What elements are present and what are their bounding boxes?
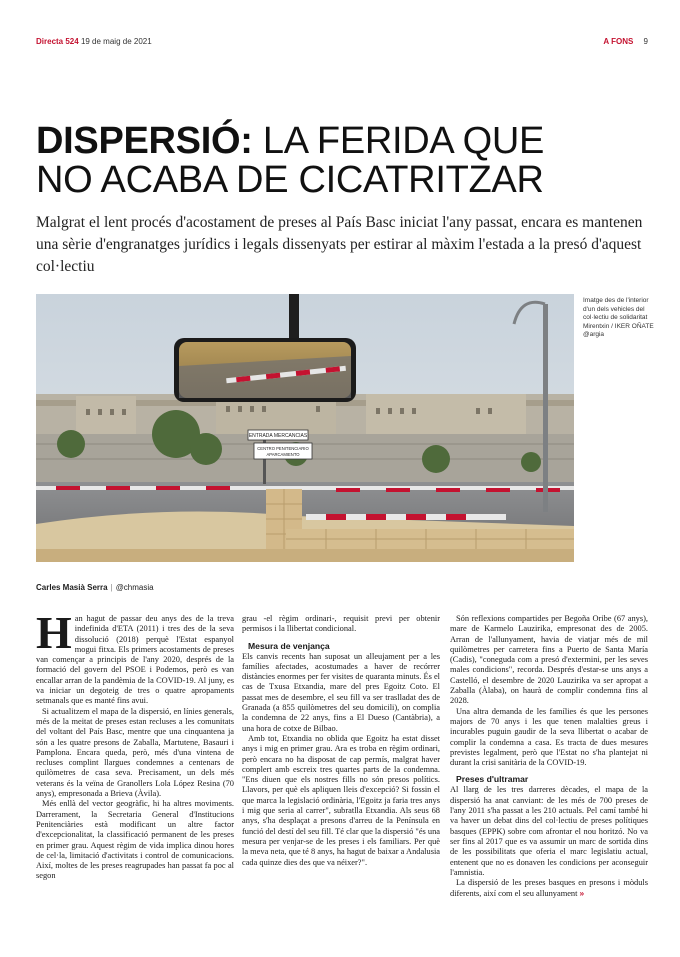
column-1 [36, 607, 234, 882]
title-line2: NO ACABA DE CICATRITZAR [36, 159, 544, 201]
byline [36, 583, 154, 592]
author-name: Carles Masià Serra [36, 583, 108, 592]
page-number: 9 [643, 37, 648, 46]
paragraph-5: Els canvis recents han suposat un alleujament per a les famílies afectades, acostumades a haver de recórrer distàncies enormes per fer visites de quaranta minuts. És el cas de Txusa Etxandia, mare del pres Egoitz Coto. El passat mes de desembre, el seu fill va ser traslladat des de Granada (a 855 quilòmetres del seu domicili), on complia la condemna de 22 anys, fins a El Dueso (Cantàbria), a una hora de cotxe de Bilbao. [242, 651, 440, 733]
subhead-ultramar: Preses d'ultramar [456, 774, 529, 785]
paragraph-6: Amb tot, Etxandia no oblida que Egoitz ha estat disset anys i mig en primer grau. Ara es troba en règim ordinari, però encara no ha disposat de cap permís, malgrat haver complert amb escreix tres quartes parts de la condemna. "Ens diuen que els nostres fills no són presos polítics. Llavors, per què els apliquen lleis d'excepció? Si fossin el que marca la legislació ordinària, l'Egoitz ja faria tres anys i mig que seria al carrer", subratlla Etxandia. Als seus 68 anys, s'ha desplaçat a presons d'arreu de la Península en funció del destí del seu fill. Té clar que la dispersió "és una mesura per venjar-se de les preses i els familiars. Per què la meva neta, que té 8 anys, ha hagut de baixar a Andalusia cada quinze dies des que va néixer?". [242, 733, 440, 867]
photo-caption: Imatge des de l'interior d'un dels vehicles del col·lectiu de solidaritat Mirentxin / IKER OÑATE @argia [583, 297, 654, 338]
author-handle: @chmasia [115, 583, 154, 592]
paragraph-2: Si actualitzem el mapa de la dispersió, en línies generals, més de la meitat de preses estan recluses a les comunitats del voltant del País Basc, mentre que una cinquantena ja són a les quatre presons de Zaballa, Martutene, Basauri i Pamplona. Encara queda, però, més d'una vintena de recluses complint llargues condemnes a centenars de quilòmetres de casa seva. Precisament, un dels més veterans és la veïna de Granollers Lola López Resina (70 anys), empresonada a Brieva (Àvila). [36, 706, 234, 799]
paragraph-10 [450, 878, 648, 900]
paragraph-4: grau -el règim ordinari-, requisit previ per obtenir permisos i la llibertat condicional. [242, 614, 440, 634]
photo-sign-aparcamiento: APARCAMIENTO [266, 452, 300, 457]
title-rest: LA FERIDA QUE [252, 120, 545, 162]
paragraph-1-text: an hagut de passar deu anys des de la treva indefinida d'ETA (2011) i tres des de la seva dissolució (2018) perquè l'Estat espanyol mogui fitxa. Els primers acostaments de preses van començar a principis de l'any 2020, després de la formació del govern del PSOE i Podemos, però es van encallar arran de la pandèmia de la COVID-19. Al juny, es va iniciar un degoteig de tres o quatre apropaments setmanals que es manté fins avui. [36, 614, 234, 706]
column-2 [242, 614, 440, 868]
paragraph-1 [36, 607, 234, 707]
column-3 [450, 614, 648, 900]
paragraph-3: Més enllà del vector geogràfic, hi ha altres moviments. Darrerament, la Secretaria General d'Institucions Penitenciàries està modificant un altre factor d'excepcionalitat, la classificació permanent de les preses en primer grau. Aquest règim de vida implica dinou hores de cel·la, limitació d'activitats i control de comunicacions. Així, moltes de les preses reagrupades han passat fa poc al segon [36, 799, 234, 881]
continue-arrow-icon: » [579, 888, 585, 899]
title-bold: DISPERSIÓ: [36, 120, 253, 162]
header-left [36, 37, 152, 46]
paragraph-10-text: La dispersió de les preses basques en presons i mòduls diferents, així com el seu allunyament [450, 878, 648, 899]
photo-sign-entrada: ENTRADA MERCANCIAS [248, 433, 308, 439]
issue-date: 19 de maig de 2021 [80, 37, 152, 46]
paragraph-9: Al llarg de les tres darreres dècades, el mapa de la dispersió ha anat canviant: de les més de 700 preses de l'any 2011 s'ha passat a les 210 actuals. Pel camí també hi va haver un debat dins del col·lectiu de preses polítiques basques (EPPK) sobre com afrontar el nou horitzó. No va ser fins al 2017 que es va assumir un marc de sortida dins de les possibilitats que oferia el marc legislatiu actual, entenent que no es donaven les condicions per aconseguir l'amnistia. [450, 785, 648, 877]
article-subtitle: Malgrat el lent procés d'acostament de preses al País Basc iniciat l'any passat, encara es mantenen una sèrie d'engranatges jurídics i legals dissenyats per estirar al màxim l'estada a la presó d'aquest col·lectiu [36, 214, 643, 275]
page-header [36, 37, 648, 49]
drop-cap: H [36, 607, 72, 658]
photo-sign-centro: CENTRO PENITENCIARIO [257, 446, 309, 451]
paragraph-7: Són reflexions compartides per Begoña Oribe (67 anys), mare de Karmelo Lauzirika, empresonat des de 2005. Arran de l'allunyament, havia de viatjar més de mil quilòmetres per carretera fins a Puerto de Santa María (Cadis), "conegudа com a presó d'extermini, per les seves males condicions", recorda. Després d'estar-se uns anys a Castelló, el desembre de 2020 Lauzirika va ser apropat a Zaballa (Àlaba), on haurà de complir condemna fins al 2028. [450, 614, 648, 706]
publication-name: Directa 524 [36, 37, 79, 46]
section-name: A FONS [603, 37, 634, 46]
subhead-venjanca: Mesura de venjança [248, 640, 330, 651]
article-title [36, 122, 648, 200]
paragraph-8: Una altra demanda de les famílies és que les persones majors de 70 anys i les que tenen malalties greus i incurables puguin gaudir de la seva llibertat o acabar de complir la condemna a casa. Es tracta de dues mesures previstes legalment, però que l'Estat no s'ha plantejat ni durant la crisi sanitària de la COVID-19. [450, 706, 648, 768]
byline-separator: | [110, 583, 113, 592]
article-photo [36, 294, 574, 562]
header-right [603, 37, 648, 46]
